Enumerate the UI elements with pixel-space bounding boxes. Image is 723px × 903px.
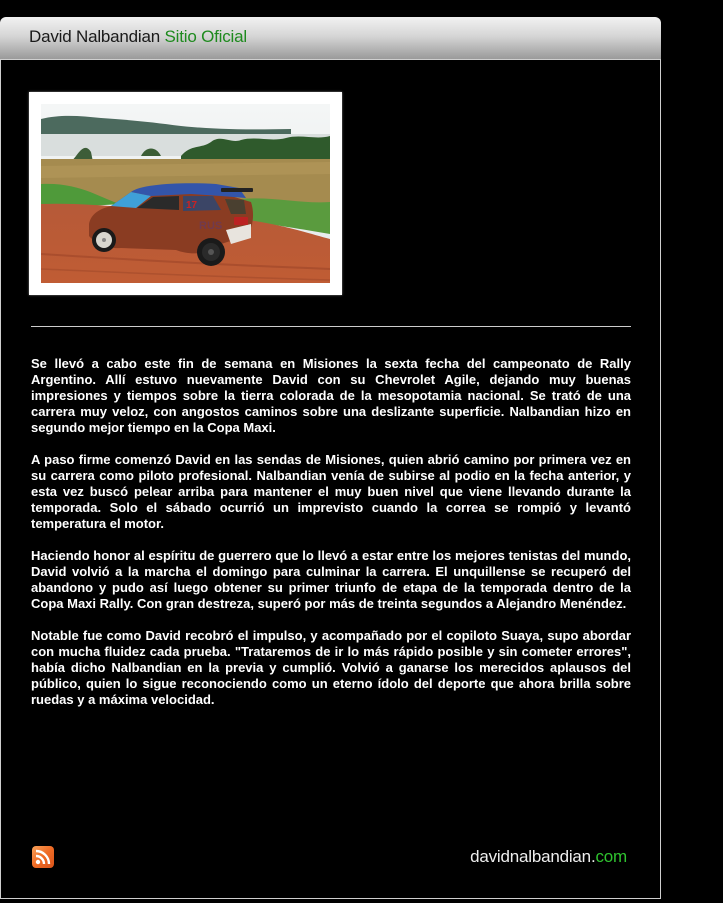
site-domain-link[interactable] [470, 847, 627, 867]
article-paragraph-1: Se llevó a cabo este fin de semana en Misiones la sexta fecha del campeonato de Rally Argentino. Allí estuvo nuevamente David con su Chevrolet Agile, dejando muy buenas impresiones y tiempos sobre la tierra colorada de la mesopotamia nacional. Se trató de una carrera muy veloz, con angostos caminos sobre una deslizante superficie. Nalbandian hizo en segundo mejor tiempo en la Copa Maxi. [31, 356, 631, 435]
article-photo-frame [29, 92, 342, 295]
rss-feed-button[interactable] [32, 846, 54, 868]
content-panel [0, 59, 661, 899]
site-header [0, 17, 661, 59]
article-paragraph-4: Notable fue como David recobró el impulso, y acompañado por el copiloto Suaya, supo abordar con mucha fluidez cada prueba. "Trataremos de ir lo más rápido posible y sin cometer errores", había dicho Nalbandian en la previa y cumplió. Volvió a ganarse los merecidos aplausos del público, quien lo sigue reconociendo como un eterno ídolo del deporte que ahora brilla sobre ruedas y a máxima velocidad. [31, 628, 631, 707]
site-title-accent: Sitio Oficial [164, 27, 247, 46]
article-photo [41, 104, 330, 283]
rally-car-image [41, 104, 330, 283]
article-paragraph-3: Haciendo honor al espíritu de guerrero que lo llevó a estar entre los mejores tenistas del mundo, David volvió a la marcha el domingo para culminar la carrera. El unquillense se recuperó del abandono y pudo así luego obtener su primer triunfo de etapa de la temporada dentro de la Copa Maxi Rally. Con gran destreza, superó por más de treinta segundos a Alejandro Menéndez. [31, 548, 631, 611]
site-title [29, 27, 247, 47]
rss-feed-icon [32, 846, 54, 868]
site-domain-name: davidnalbandian. [470, 847, 596, 866]
article-paragraph-2: A paso firme comenzó David en las sendas de Misiones, quien abrió camino por primera vez en su carrera como piloto profesional. Nalbandian venía de subirse al podio en la fecha anterior, y esta vez buscó pelear arriba para mantener el muy buen nivel que viene llevando durante la temporada. Solo el sábado ocurrió un imprevisto cuando la correa se rompió y levantó temperatura el motor. [31, 452, 631, 531]
content-divider [31, 326, 631, 327]
svg-text:RUS: RUS [199, 220, 223, 232]
site-title-name: David Nalbandian [29, 27, 160, 46]
site-domain-tld: com [595, 847, 627, 866]
article-body [31, 356, 631, 724]
svg-text:17: 17 [186, 200, 198, 211]
